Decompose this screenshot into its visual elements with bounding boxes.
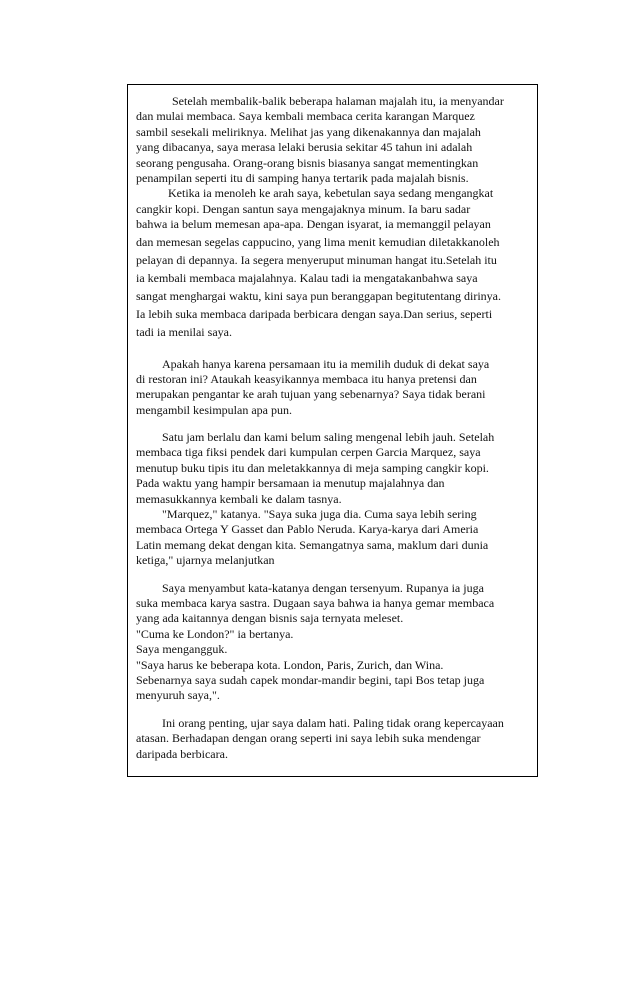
text-line: Saya menyambut kata-katanya dengan tersenyum. Rupanya ia juga	[162, 580, 484, 595]
paragraph	[136, 94, 536, 186]
text-line: sambil sesekali meliriknya. Melihat jas yang dikenakannya dan majalah	[136, 124, 481, 139]
text-line: seorang pengusaha. Orang-orang bisnis biasanya sangat mementingkan	[136, 155, 479, 170]
text-line: bahwa ia belum memesan apa-apa. Dengan isyarat, ia memanggil pelayan	[136, 217, 491, 232]
text-line: "Saya harus ke beberapa kota. London, Paris, Zurich, dan Wina.	[136, 657, 444, 672]
text-line: merupakan pengantar ke arah tujuan yang sebenarnya? Saya tidak berani	[136, 387, 486, 402]
text-line: tadi ia menilai saya.	[136, 324, 232, 339]
text-line: Ia lebih suka membaca daripada berbicara dengan saya.Dan serius, seperti	[136, 306, 493, 321]
text-line: Pada waktu yang hampir bersamaan ia menutup majalahnya dan	[136, 476, 445, 491]
text-line: dan mulai membaca. Saya kembali membaca cerita karangan Marquez	[136, 109, 475, 124]
paragraph-gap	[136, 418, 536, 430]
paragraph-gap	[136, 704, 536, 716]
text-line: membaca Ortega Y Gasset dan Pablo Neruda. Karya-karya dari Ameria	[136, 522, 479, 537]
text-line: Satu jam berlalu dan kami belum saling mengenal lebih jauh. Setelah	[162, 430, 495, 445]
text-line: penampilan seperti itu di samping hanya tertarik pada majalah bisnis.	[136, 170, 469, 185]
text-line: menyuruh saya,".	[136, 688, 220, 703]
text-line: menutup buku tipis itu dan meletakkannya di meja samping cangkir kopi.	[136, 460, 489, 475]
text-line: di restoran ini? Ataukah keasyikannya membaca itu hanya pretensi dan	[136, 371, 477, 386]
text-line: dan memesan segelas cappucino, yang lima menit kemudian diletakkanoleh	[136, 234, 500, 249]
text-line: mengambil kesimpulan apa pun.	[136, 402, 292, 417]
text-line: sangat menghargai waktu, kini saya pun beranggapan begitutentang dirinya.	[136, 288, 502, 303]
paragraph	[136, 507, 536, 569]
story-text	[136, 94, 536, 762]
paragraph-gap	[136, 341, 536, 357]
paragraph	[136, 186, 536, 340]
text-line: suka membaca karya sastra. Dugaan saya bahwa ia hanya gemar membaca	[136, 595, 495, 610]
paragraph	[136, 716, 536, 762]
text-line: ketiga," ujarnya melanjutkan	[136, 553, 275, 568]
text-line: atasan. Berhadapan dengan orang seperti ini saya lebih suka mendengar	[136, 731, 481, 746]
text-line: "Marquez," katanya. "Saya suka juga dia. Cuma saya lebih sering	[162, 507, 477, 522]
paragraph-gap	[136, 569, 536, 581]
text-line: ia kembali membaca majalahnya. Kalau tadi ia mengatakanbahwa saya	[136, 270, 478, 285]
paragraph	[136, 430, 536, 507]
text-line: yang ada kaitannya dengan bisnis saja ternyata meleset.	[136, 611, 404, 626]
paragraph	[136, 357, 536, 419]
text-line: Latin memang dekat dengan kita. Semangatnya sama, maklum dari dunia	[136, 537, 489, 552]
text-line: pelayan di depannya. Ia segera menyeruput minuman hangat itu.Setelah itu	[136, 252, 497, 267]
text-line: Ketika ia menoleh ke arah saya, kebetulan saya sedang mengangkat	[168, 186, 494, 201]
text-line: Ini orang penting, ujar saya dalam hati. Paling tidak orang kepercayaan	[162, 715, 504, 730]
text-line: yang dibacanya, saya merasa lelaki berusia sekitar 45 tahun ini adalah	[136, 140, 473, 155]
text-line: memasukkannya kembali ke dalam tasnya.	[136, 491, 342, 506]
text-line: membaca tiga fiksi pendek dari kumpulan cerpen Garcia Marquez, saya	[136, 445, 481, 460]
paragraph	[136, 581, 536, 704]
text-line: daripada berbicara.	[136, 746, 228, 761]
text-line: Sebenarnya saya sudah capek mondar-mandir begini, tapi Bos tetap juga	[136, 672, 485, 687]
text-line: Apakah hanya karena persamaan itu ia memilih duduk di dekat saya	[162, 356, 490, 371]
text-line: Saya mengangguk.	[136, 642, 228, 657]
text-line: "Cuma ke London?" ia bertanya.	[136, 626, 294, 641]
text-line: cangkir kopi. Dengan santun saya mengajaknya minum. Ia baru sadar	[136, 201, 471, 216]
text-line: Setelah membalik-balik beberapa halaman majalah itu, ia menyandar	[172, 94, 504, 108]
